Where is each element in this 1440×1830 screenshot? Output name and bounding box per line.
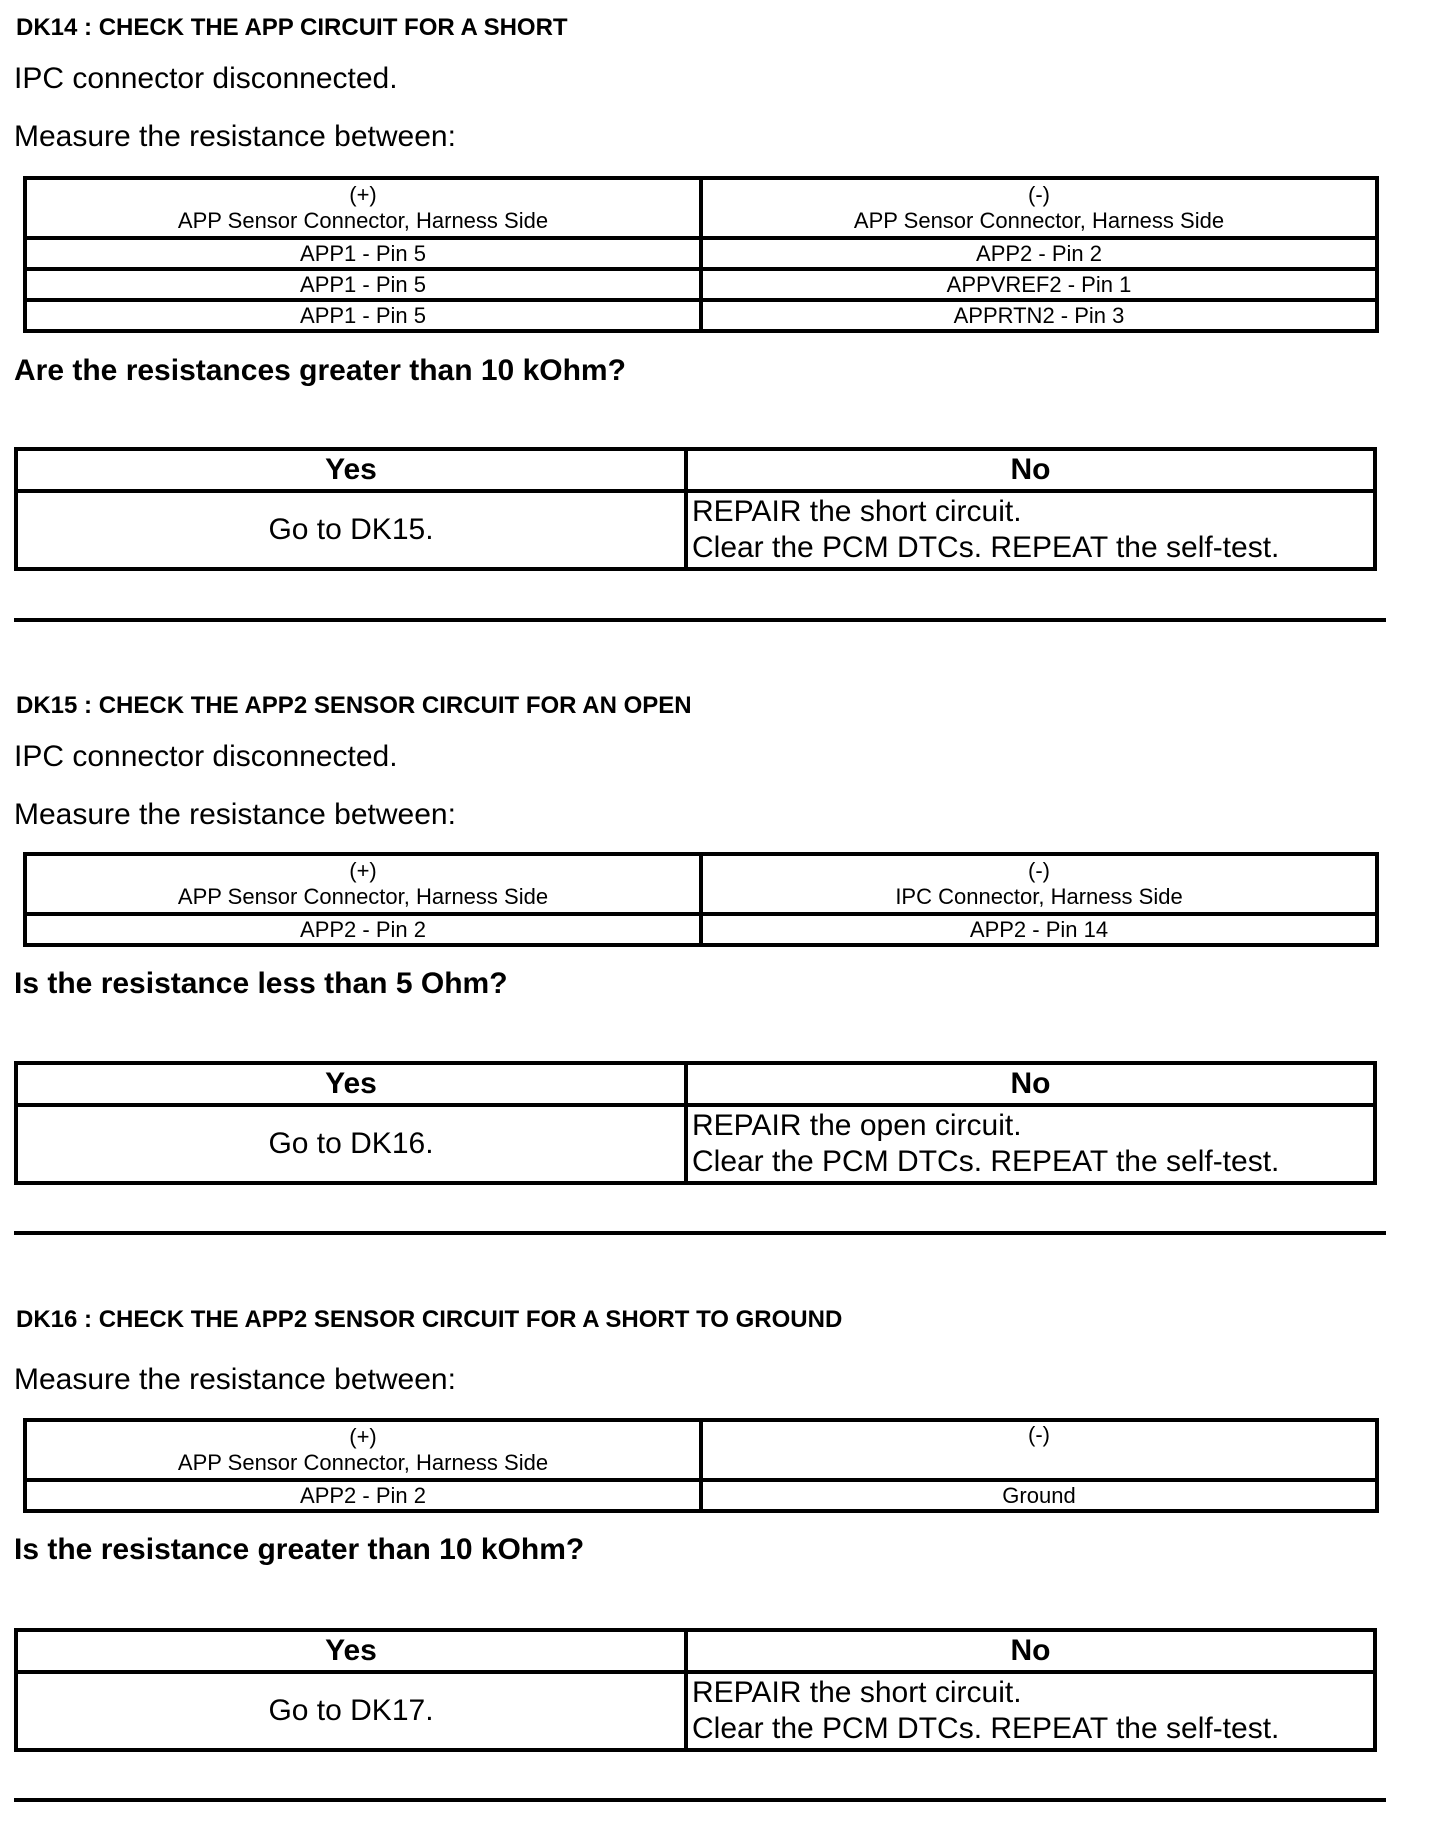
minus-cell: APPRTN2 - Pin 3 [701, 300, 1377, 331]
minus-header: (-) [701, 1420, 1377, 1480]
no-action: REPAIR the short circuit. Clear the PCM DTCs. REPEAT the self-test. [686, 491, 1375, 569]
question-text: Are the resistances greater than 10 kOhm? [14, 354, 626, 387]
minus-header: (-) IPC Connector, Harness Side [701, 854, 1377, 914]
minus-cell: APP2 - Pin 14 [701, 914, 1377, 945]
condition-text: IPC connector disconnected. [14, 62, 398, 95]
instruction-text: Measure the resistance between: [14, 120, 456, 153]
table-row [25, 269, 1377, 300]
table-row [25, 1480, 1377, 1511]
instruction-text: Measure the resistance between: [14, 1363, 456, 1396]
section-divider [14, 1798, 1386, 1802]
no-action: REPAIR the open circuit. Clear the PCM DTCs. REPEAT the self-test. [686, 1105, 1375, 1183]
plus-header: (+) APP Sensor Connector, Harness Side [25, 1420, 701, 1480]
measurement-table [23, 1418, 1379, 1513]
yes-no-table [14, 1061, 1377, 1185]
yes-action: Go to DK17. [16, 1672, 686, 1750]
yes-header: Yes [16, 1063, 686, 1105]
yes-header: Yes [16, 449, 686, 491]
plus-header: (+) APP Sensor Connector, Harness Side [25, 854, 701, 914]
condition-text: IPC connector disconnected. [14, 740, 398, 773]
minus-cell: APP2 - Pin 2 [701, 238, 1377, 269]
table-row [25, 238, 1377, 269]
step-title: DK16 : CHECK THE APP2 SENSOR CIRCUIT FOR A SHORT TO GROUND [16, 1306, 843, 1333]
step-title: DK15 : CHECK THE APP2 SENSOR CIRCUIT FOR AN OPEN [16, 692, 692, 719]
yes-action: Go to DK16. [16, 1105, 686, 1183]
question-text: Is the resistance less than 5 Ohm? [14, 967, 508, 1000]
plus-cell: APP2 - Pin 2 [25, 914, 701, 945]
instruction-text: Measure the resistance between: [14, 798, 456, 831]
step-title: DK14 : CHECK THE APP CIRCUIT FOR A SHORT [16, 14, 568, 41]
yes-header: Yes [16, 1630, 686, 1672]
plus-cell: APP1 - Pin 5 [25, 238, 701, 269]
table-row [25, 300, 1377, 331]
section-divider [14, 618, 1386, 622]
no-header: No [686, 1630, 1375, 1672]
no-action: REPAIR the short circuit. Clear the PCM DTCs. REPEAT the self-test. [686, 1672, 1375, 1750]
plus-cell: APP1 - Pin 5 [25, 269, 701, 300]
yes-action: Go to DK15. [16, 491, 686, 569]
no-header: No [686, 1063, 1375, 1105]
table-row [25, 914, 1377, 945]
measurement-table [23, 176, 1379, 333]
plus-header: (+) APP Sensor Connector, Harness Side [25, 178, 701, 238]
plus-cell: APP2 - Pin 2 [25, 1480, 701, 1511]
measurement-table [23, 852, 1379, 947]
no-header: No [686, 449, 1375, 491]
yes-no-table [14, 1628, 1377, 1752]
plus-cell: APP1 - Pin 5 [25, 300, 701, 331]
section-divider [14, 1231, 1386, 1235]
minus-header: (-) APP Sensor Connector, Harness Side [701, 178, 1377, 238]
yes-no-table [14, 447, 1377, 571]
minus-cell: APPVREF2 - Pin 1 [701, 269, 1377, 300]
minus-cell: Ground [701, 1480, 1377, 1511]
question-text: Is the resistance greater than 10 kOhm? [14, 1533, 585, 1566]
